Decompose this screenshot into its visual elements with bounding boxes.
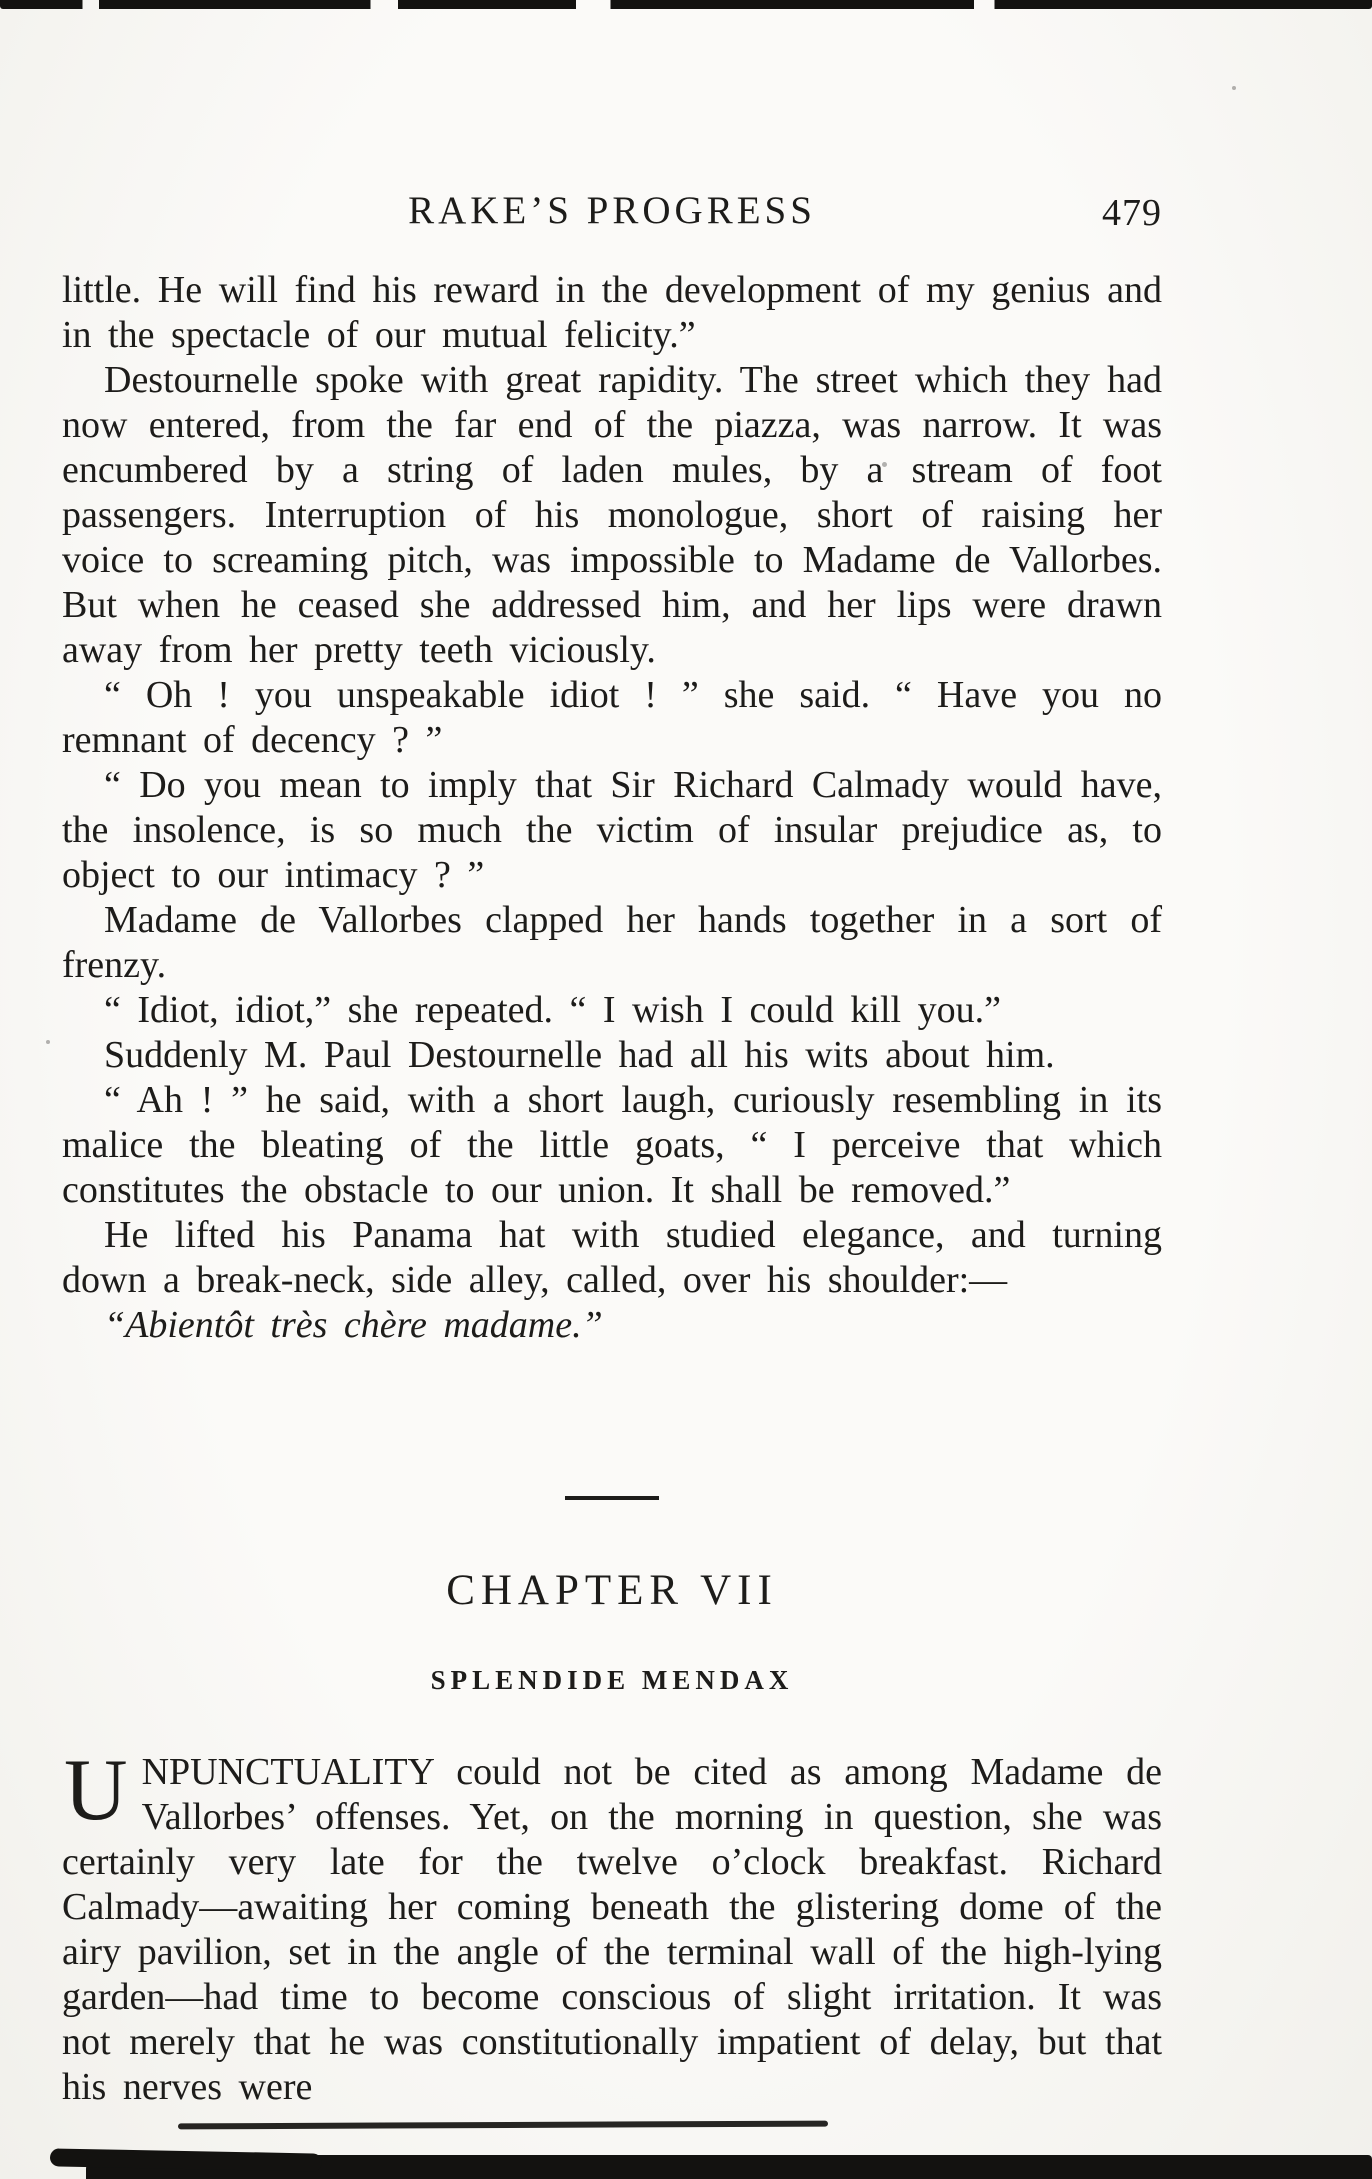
- running-head: [62, 188, 1162, 238]
- chapter-heading: CHAPTER VII: [446, 1567, 778, 1614]
- scan-speck: [1232, 86, 1236, 90]
- paragraph: Madame de Vallorbes clapped her hands together in a sort of frenzy.: [62, 899, 1162, 986]
- paragraph: Destournelle spoke with great rapidity. The street which they had now entered, from the far end of the piazza, was narrow. It was encumbered by a string of laden mules, by a stream of foot passengers. Interruption of his monologue, short of raising her voice to screaming pitch, was impossible to Madame de Vallorbes. But when he ceased she addressed him, and her lips were drawn away from her pretty teeth viciously.: [62, 359, 1162, 671]
- scan-artifact-streak: [178, 2121, 828, 2130]
- chapter-section: [62, 1496, 1162, 2110]
- page-number: 479: [1102, 192, 1162, 234]
- drop-cap-letter: U: [64, 1742, 128, 1840]
- paragraph: “ Idiot, idiot,” she repeated. “ I wish I could kill you.”: [104, 989, 1001, 1031]
- paragraph: Suddenly M. Paul Destournelle had all his wits about him.: [104, 1034, 1055, 1076]
- paragraph: “ Do you mean to imply that Sir Richard Calmady would have, the insolence, is so much the victim of insular prejudice as, to object to our intimacy ? ”: [62, 764, 1162, 896]
- scan-speck: [882, 462, 887, 467]
- paragraph-french-farewell: “Abientôt très chère madame.”: [104, 1304, 603, 1346]
- opening-paragraph: [62, 1742, 1162, 2110]
- scan-speck: [46, 1040, 50, 1044]
- paragraph: He lifted his Panama hat with studied elegance, and turning down a break-neck, side alley, called, over his shoulder:—: [62, 1214, 1162, 1301]
- body-text-block: [62, 268, 1162, 1348]
- paragraph: “ Ah ! ” he said, with a short laugh, curiously resembling in its malice the bleating of the little goats, “ I perceive that which constitutes the obstacle to our union. It shall be removed.”: [62, 1079, 1162, 1211]
- paragraph: “ Oh ! you unspeakable idiot ! ” she said. “ Have you no remnant of decency ? ”: [62, 674, 1162, 761]
- section-divider-rule: [565, 1496, 659, 1500]
- opening-paragraph-text: NPUNCTUALITY could not be cited as among Madame de Vallorbes’ offenses. Yet, on the morning in question, she was certainly very late for the twelve o’clock breakfast. Richard Calmady—awaiting her coming beneath the glistering dome of the airy pavilion, set in the angle of the terminal wall of the high-lying garden—had time to become conscious of slight irritation. It was not merely that he was constitutionally impatient of delay, but that his nerves were: [62, 1751, 1162, 2109]
- chapter-subheading: SPLENDIDE MENDAX: [430, 1665, 794, 1696]
- scan-artifact-top-line: [0, 0, 1372, 9]
- running-head-title: RAKE’S PROGRESS: [408, 189, 816, 232]
- paragraph: little. He will find his reward in the development of my genius and in the spectacle of our mutual felicity.”: [62, 269, 1162, 356]
